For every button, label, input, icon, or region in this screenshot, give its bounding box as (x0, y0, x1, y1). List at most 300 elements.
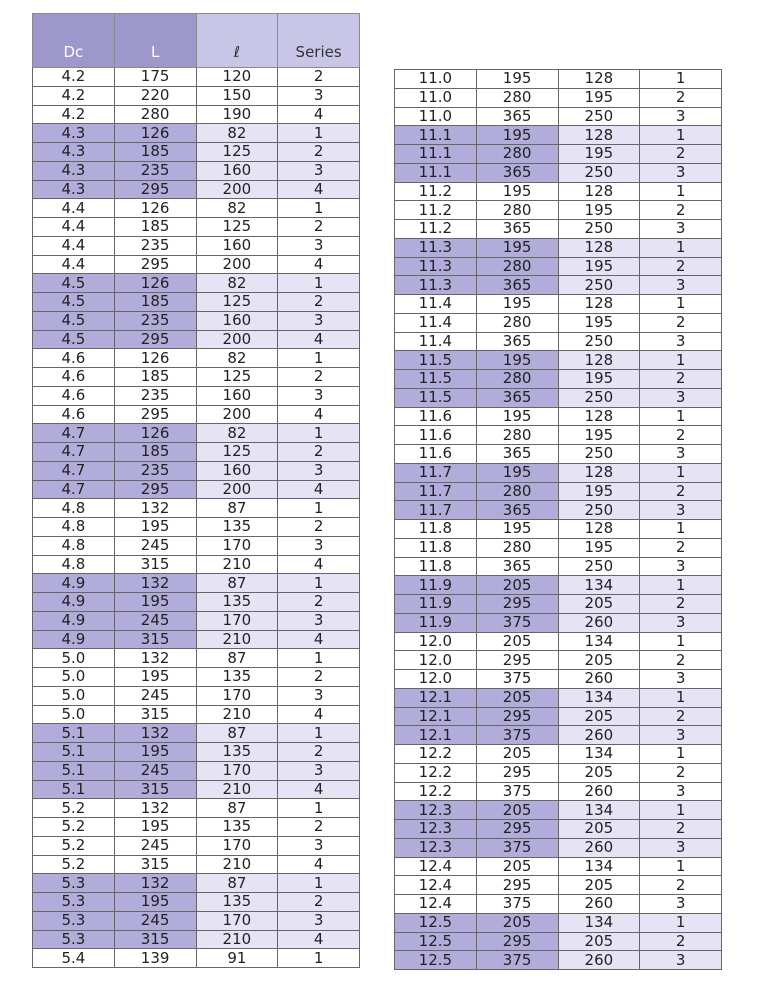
cell-ell: 125 (196, 293, 278, 312)
cell-ell: 134 (558, 632, 640, 651)
table-row (395, 820, 722, 839)
cell-dc: 12.4 (395, 857, 477, 876)
cell-ell: 87 (196, 724, 278, 743)
table-row (395, 145, 722, 164)
cell-dc: 4.8 (33, 555, 115, 574)
cell-dc: 5.2 (33, 855, 115, 874)
table-row (395, 670, 722, 689)
cell-series: 4 (278, 555, 360, 574)
table-row (33, 274, 360, 293)
cell-ell: 125 (196, 443, 278, 462)
cell-l: 205 (476, 632, 558, 651)
cell-ell: 134 (558, 913, 640, 932)
cell-ell: 190 (196, 105, 278, 124)
cell-ell: 135 (196, 893, 278, 912)
cell-l: 295 (114, 405, 196, 424)
cell-ell: 205 (558, 763, 640, 782)
cell-ell: 128 (558, 520, 640, 539)
cell-l: 365 (476, 557, 558, 576)
table-row (395, 182, 722, 201)
cell-series: 2 (640, 651, 722, 670)
cell-ell: 128 (558, 463, 640, 482)
cell-dc: 5.1 (33, 743, 115, 762)
cell-series: 2 (640, 707, 722, 726)
cell-dc: 11.4 (395, 295, 477, 314)
cell-series: 3 (640, 220, 722, 239)
cell-series: 2 (278, 593, 360, 612)
table-row (395, 576, 722, 595)
cell-l: 245 (114, 836, 196, 855)
cell-ell: 87 (196, 574, 278, 593)
table-row (395, 538, 722, 557)
cell-ell: 170 (196, 686, 278, 705)
cell-series: 2 (278, 893, 360, 912)
cell-series: 1 (640, 745, 722, 764)
header-series: Series (278, 14, 360, 68)
cell-dc: 4.2 (33, 68, 115, 87)
cell-series: 3 (640, 613, 722, 632)
cell-ell: 210 (196, 780, 278, 799)
cell-series: 3 (640, 276, 722, 295)
cell-dc: 4.8 (33, 536, 115, 555)
table-row (395, 707, 722, 726)
cell-series: 3 (278, 536, 360, 555)
cell-l: 280 (114, 105, 196, 124)
cell-series: 1 (278, 424, 360, 443)
cell-series: 2 (640, 820, 722, 839)
cell-ell: 195 (558, 145, 640, 164)
table-row (395, 763, 722, 782)
cell-dc: 11.2 (395, 182, 477, 201)
cell-dc: 4.9 (33, 611, 115, 630)
cell-ell: 170 (196, 611, 278, 630)
cell-series: 2 (278, 443, 360, 462)
table-row (395, 782, 722, 801)
cell-series: 3 (640, 163, 722, 182)
cell-l: 280 (476, 313, 558, 332)
table-row (395, 557, 722, 576)
header-dc: Dc (33, 14, 115, 68)
cell-dc: 5.0 (33, 649, 115, 668)
cell-l: 365 (476, 276, 558, 295)
table-row (395, 220, 722, 239)
cell-dc: 11.9 (395, 576, 477, 595)
table-row (33, 424, 360, 443)
table-row (33, 218, 360, 237)
cell-l: 295 (114, 330, 196, 349)
cell-ell: 160 (196, 161, 278, 180)
cell-series: 3 (278, 836, 360, 855)
cell-dc: 12.0 (395, 651, 477, 670)
cell-l: 365 (476, 332, 558, 351)
cell-l: 126 (114, 424, 196, 443)
cell-series: 1 (640, 857, 722, 876)
cell-ell: 205 (558, 595, 640, 614)
table-row (33, 199, 360, 218)
table-row (33, 480, 360, 499)
table-row (395, 801, 722, 820)
cell-dc: 12.5 (395, 951, 477, 970)
table-row (395, 932, 722, 951)
cell-ell: 250 (558, 332, 640, 351)
cell-ell: 128 (558, 407, 640, 426)
cell-series: 3 (640, 670, 722, 689)
cell-l: 245 (114, 761, 196, 780)
cell-series: 2 (278, 368, 360, 387)
cell-series: 2 (278, 818, 360, 837)
cell-series: 4 (278, 855, 360, 874)
cell-series: 2 (640, 763, 722, 782)
cell-series: 1 (640, 801, 722, 820)
cell-l: 132 (114, 649, 196, 668)
cell-series: 1 (278, 574, 360, 593)
cell-l: 235 (114, 386, 196, 405)
cell-dc: 12.0 (395, 632, 477, 651)
cell-l: 280 (476, 370, 558, 389)
cell-dc: 11.4 (395, 313, 477, 332)
cell-dc: 11.9 (395, 613, 477, 632)
table-row (395, 951, 722, 970)
cell-dc: 11.6 (395, 426, 477, 445)
cell-dc: 11.5 (395, 370, 477, 389)
cell-ell: 135 (196, 518, 278, 537)
table-row (33, 161, 360, 180)
cell-series: 2 (640, 201, 722, 220)
cell-dc: 12.2 (395, 745, 477, 764)
cell-l: 235 (114, 161, 196, 180)
cell-ell: 82 (196, 124, 278, 143)
table-row (395, 745, 722, 764)
cell-dc: 12.2 (395, 763, 477, 782)
table-row (33, 855, 360, 874)
cell-l: 280 (476, 88, 558, 107)
cell-dc: 11.3 (395, 276, 477, 295)
cell-ell: 250 (558, 276, 640, 295)
cell-series: 4 (278, 180, 360, 199)
cell-ell: 250 (558, 163, 640, 182)
table-row (33, 86, 360, 105)
cell-series: 2 (278, 743, 360, 762)
cell-ell: 210 (196, 855, 278, 874)
cell-ell: 128 (558, 295, 640, 314)
cell-l: 295 (114, 255, 196, 274)
cell-ell: 82 (196, 274, 278, 293)
cell-dc: 4.4 (33, 199, 115, 218)
cell-series: 3 (640, 895, 722, 914)
table-row (33, 705, 360, 724)
table-row (33, 574, 360, 593)
cell-l: 185 (114, 368, 196, 387)
table-row (395, 651, 722, 670)
cell-l: 205 (476, 857, 558, 876)
cell-dc: 4.6 (33, 386, 115, 405)
cell-l: 315 (114, 705, 196, 724)
cell-dc: 4.5 (33, 293, 115, 312)
cell-series: 2 (640, 313, 722, 332)
cell-l: 280 (476, 257, 558, 276)
cell-ell: 210 (196, 930, 278, 949)
cell-l: 195 (476, 463, 558, 482)
table-row (395, 426, 722, 445)
cell-dc: 12.1 (395, 726, 477, 745)
cell-series: 3 (640, 782, 722, 801)
table-row (395, 332, 722, 351)
cell-dc: 4.3 (33, 143, 115, 162)
cell-l: 175 (114, 68, 196, 87)
cell-ell: 260 (558, 726, 640, 745)
cell-series: 1 (640, 688, 722, 707)
table-row (33, 893, 360, 912)
cell-dc: 5.1 (33, 780, 115, 799)
cell-ell: 250 (558, 501, 640, 520)
cell-dc: 12.4 (395, 895, 477, 914)
cell-l: 185 (114, 443, 196, 462)
cell-dc: 5.2 (33, 799, 115, 818)
cell-series: 2 (640, 595, 722, 614)
table-row (395, 482, 722, 501)
cell-dc: 11.0 (395, 88, 477, 107)
cell-series: 1 (640, 351, 722, 370)
cell-l: 205 (476, 801, 558, 820)
cell-l: 132 (114, 799, 196, 818)
cell-dc: 11.5 (395, 351, 477, 370)
cell-series: 1 (278, 199, 360, 218)
cell-series: 2 (278, 293, 360, 312)
cell-dc: 11.8 (395, 520, 477, 539)
cell-series: 2 (278, 218, 360, 237)
cell-series: 3 (640, 445, 722, 464)
cell-dc: 4.6 (33, 368, 115, 387)
table-row (395, 88, 722, 107)
cell-l: 280 (476, 426, 558, 445)
cell-series: 3 (278, 311, 360, 330)
table-row (33, 780, 360, 799)
cell-ell: 170 (196, 836, 278, 855)
cell-ell: 250 (558, 557, 640, 576)
cell-l: 375 (476, 838, 558, 857)
cell-l: 126 (114, 199, 196, 218)
cell-dc: 11.2 (395, 201, 477, 220)
cell-ell: 205 (558, 932, 640, 951)
table-row (395, 407, 722, 426)
cell-dc: 11.5 (395, 388, 477, 407)
cell-l: 295 (476, 595, 558, 614)
cell-dc: 5.1 (33, 761, 115, 780)
cell-ell: 134 (558, 801, 640, 820)
cell-ell: 128 (558, 238, 640, 257)
cell-series: 1 (278, 724, 360, 743)
cell-dc: 11.7 (395, 501, 477, 520)
cell-ell: 125 (196, 143, 278, 162)
cell-ell: 128 (558, 351, 640, 370)
table-row (395, 201, 722, 220)
cell-ell: 200 (196, 330, 278, 349)
cell-l: 220 (114, 86, 196, 105)
cell-l: 185 (114, 293, 196, 312)
cell-dc: 4.4 (33, 236, 115, 255)
cell-l: 195 (476, 238, 558, 257)
cell-ell: 260 (558, 895, 640, 914)
cell-series: 1 (640, 463, 722, 482)
cell-series: 1 (640, 126, 722, 145)
table-row (33, 293, 360, 312)
table-row (33, 686, 360, 705)
cell-l: 195 (114, 593, 196, 612)
cell-series: 4 (278, 105, 360, 124)
cell-ell: 134 (558, 857, 640, 876)
cell-dc: 5.3 (33, 874, 115, 893)
cell-l: 375 (476, 951, 558, 970)
cell-l: 132 (114, 574, 196, 593)
cell-dc: 11.7 (395, 482, 477, 501)
table-row (395, 895, 722, 914)
cell-dc: 12.0 (395, 670, 477, 689)
cell-dc: 12.4 (395, 876, 477, 895)
cell-series: 2 (640, 370, 722, 389)
table-row (33, 536, 360, 555)
table-row (33, 555, 360, 574)
cell-l: 195 (114, 893, 196, 912)
cell-dc: 11.2 (395, 220, 477, 239)
cell-ell: 128 (558, 126, 640, 145)
table-row (33, 874, 360, 893)
cell-dc: 5.4 (33, 949, 115, 968)
cell-dc: 4.7 (33, 461, 115, 480)
cell-series: 2 (640, 932, 722, 951)
cell-dc: 11.4 (395, 332, 477, 351)
cell-l: 365 (476, 501, 558, 520)
cell-dc: 12.3 (395, 801, 477, 820)
cell-series: 3 (278, 611, 360, 630)
cell-ell: 120 (196, 68, 278, 87)
cell-series: 2 (640, 257, 722, 276)
table-row (33, 930, 360, 949)
cell-dc: 11.1 (395, 163, 477, 182)
cell-series: 2 (278, 68, 360, 87)
cell-series: 1 (640, 295, 722, 314)
cell-dc: 4.4 (33, 218, 115, 237)
cell-l: 295 (476, 763, 558, 782)
cell-dc: 4.9 (33, 593, 115, 612)
table-row (33, 330, 360, 349)
cell-l: 365 (476, 445, 558, 464)
cell-series: 2 (640, 88, 722, 107)
cell-dc: 4.6 (33, 349, 115, 368)
cell-l: 245 (114, 686, 196, 705)
cell-l: 205 (476, 913, 558, 932)
cell-series: 1 (640, 182, 722, 201)
cell-series: 1 (640, 407, 722, 426)
cell-ell: 91 (196, 949, 278, 968)
cell-ell: 250 (558, 107, 640, 126)
cell-dc: 4.2 (33, 86, 115, 105)
cell-l: 195 (476, 70, 558, 89)
table-row (33, 499, 360, 518)
cell-l: 139 (114, 949, 196, 968)
table-row (395, 370, 722, 389)
table-row (33, 368, 360, 387)
cell-dc: 11.3 (395, 257, 477, 276)
table-row (33, 818, 360, 837)
table-row (395, 595, 722, 614)
cell-dc: 4.7 (33, 480, 115, 499)
cell-dc: 4.3 (33, 180, 115, 199)
table-row (33, 649, 360, 668)
cell-series: 4 (278, 480, 360, 499)
cell-dc: 5.0 (33, 686, 115, 705)
table-header-row (33, 14, 360, 68)
cell-ell: 170 (196, 911, 278, 930)
cell-dc: 5.3 (33, 930, 115, 949)
cell-ell: 128 (558, 70, 640, 89)
cell-series: 2 (278, 518, 360, 537)
cell-dc: 4.5 (33, 274, 115, 293)
cell-series: 2 (278, 668, 360, 687)
cell-ell: 135 (196, 743, 278, 762)
cell-dc: 4.3 (33, 161, 115, 180)
cell-l: 195 (476, 182, 558, 201)
cell-l: 195 (114, 668, 196, 687)
cell-l: 365 (476, 107, 558, 126)
cell-series: 4 (278, 405, 360, 424)
cell-l: 375 (476, 670, 558, 689)
table-row (33, 124, 360, 143)
table-row (33, 255, 360, 274)
cell-ell: 87 (196, 499, 278, 518)
cell-l: 295 (114, 480, 196, 499)
cell-l: 132 (114, 874, 196, 893)
cell-dc: 11.1 (395, 145, 477, 164)
cell-ell: 87 (196, 649, 278, 668)
table-row (395, 688, 722, 707)
cell-l: 375 (476, 895, 558, 914)
cell-l: 375 (476, 613, 558, 632)
cell-ell: 134 (558, 688, 640, 707)
cell-dc: 4.6 (33, 405, 115, 424)
cell-series: 2 (640, 145, 722, 164)
cell-series: 3 (640, 388, 722, 407)
cell-ell: 128 (558, 182, 640, 201)
cell-dc: 5.3 (33, 893, 115, 912)
cell-series: 3 (278, 911, 360, 930)
table-row (33, 443, 360, 462)
cell-ell: 82 (196, 199, 278, 218)
cell-series: 1 (640, 913, 722, 932)
cell-l: 365 (476, 163, 558, 182)
table-row (33, 724, 360, 743)
cell-l: 295 (476, 707, 558, 726)
cell-series: 2 (278, 143, 360, 162)
cell-ell: 135 (196, 593, 278, 612)
cell-l: 295 (114, 180, 196, 199)
table-row (395, 520, 722, 539)
cell-ell: 134 (558, 576, 640, 595)
cell-ell: 205 (558, 707, 640, 726)
cell-dc: 5.0 (33, 705, 115, 724)
cell-series: 1 (278, 799, 360, 818)
cell-series: 1 (278, 499, 360, 518)
cell-ell: 250 (558, 388, 640, 407)
cell-l: 315 (114, 630, 196, 649)
table-row (395, 463, 722, 482)
cell-ell: 195 (558, 538, 640, 557)
cell-dc: 5.0 (33, 668, 115, 687)
cell-dc: 11.6 (395, 407, 477, 426)
table-row (33, 405, 360, 424)
cell-l: 195 (476, 351, 558, 370)
cell-dc: 4.2 (33, 105, 115, 124)
cell-series: 2 (640, 538, 722, 557)
